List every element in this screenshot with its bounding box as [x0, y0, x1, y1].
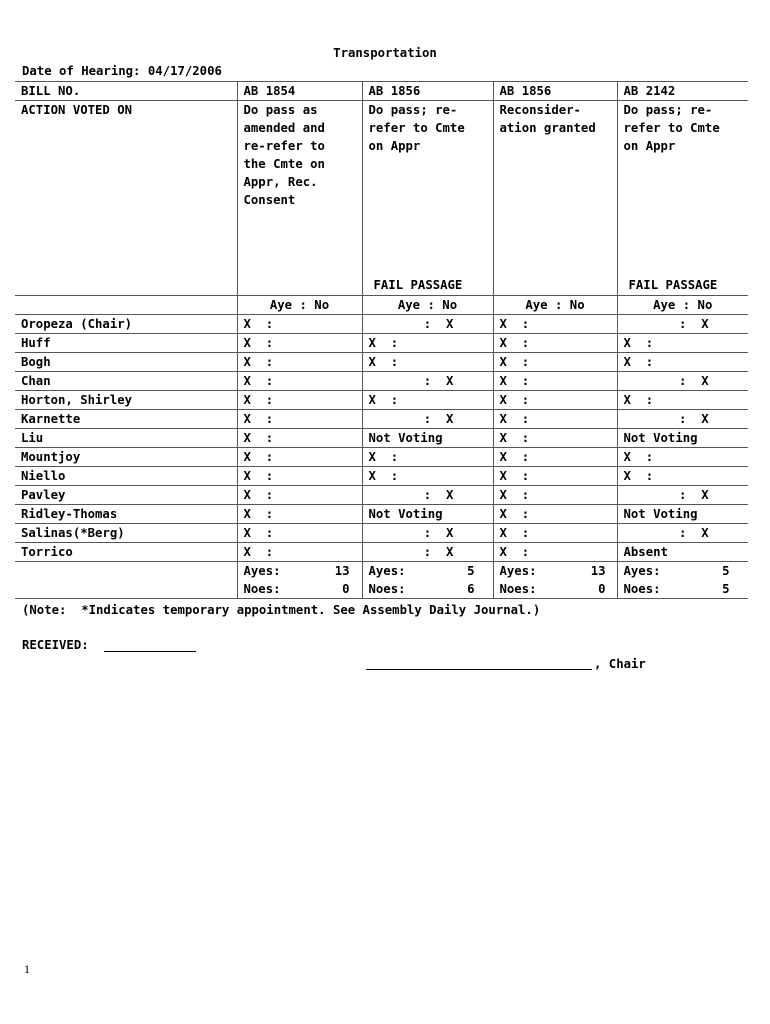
member-row — [15, 410, 748, 429]
vote-cell: X : — [237, 353, 362, 372]
total-value: 13 — [334, 564, 350, 578]
received-label: RECEIVED: — [22, 638, 89, 652]
member-name: Oropeza (Chair) — [15, 315, 237, 334]
footnote: (Note: *Indicates temporary appointment. See Assembly Daily Journal.) — [22, 603, 541, 617]
vote-cell: X : — [237, 334, 362, 353]
bill-number: AB 1856 — [362, 82, 493, 101]
member-row — [15, 467, 748, 486]
vote-cell: X : — [617, 353, 748, 372]
vote-cell: X : — [617, 334, 748, 353]
vote-cell: X : — [237, 410, 362, 429]
total-line — [369, 580, 487, 598]
vote-cell: X : — [493, 315, 617, 334]
vote-cell: : X — [362, 372, 493, 391]
vote-cell: X : — [493, 486, 617, 505]
vote-cell: X : — [237, 372, 362, 391]
vote-cell: X : — [493, 543, 617, 562]
total-line — [500, 580, 611, 598]
member-name: Chan — [15, 372, 237, 391]
vote-cell: X : — [362, 448, 493, 467]
action-text: Do pass; re-refer to Cmte on Appr — [368, 103, 473, 153]
total-label: Ayes: — [243, 564, 281, 578]
vote-cell: X : — [362, 391, 493, 410]
vote-cell: X : — [617, 391, 748, 410]
vote-cell: X : — [362, 334, 493, 353]
vote-cell: X : — [493, 334, 617, 353]
vote-cell: X : — [237, 391, 362, 410]
member-row — [15, 448, 748, 467]
total-value: 0 — [598, 582, 606, 596]
page-number: 1 — [24, 962, 30, 976]
vote-cell: X : — [237, 505, 362, 524]
action-cell — [237, 101, 362, 296]
aye-no-header-row — [15, 296, 748, 315]
total-label: Ayes: — [499, 564, 537, 578]
member-name: Huff — [15, 334, 237, 353]
vote-table-body — [15, 82, 748, 599]
action-text: Do pass as amended and re-refer to the Cmte on Appr, Rec. Consent — [243, 103, 333, 207]
member-row — [15, 391, 748, 410]
aye-no-header: Aye : No — [237, 296, 362, 315]
aye-no-header: Aye : No — [493, 296, 617, 315]
document-title: Transportation — [333, 46, 437, 60]
member-name: Niello — [15, 467, 237, 486]
member-name: Torrico — [15, 543, 237, 562]
member-row — [15, 315, 748, 334]
member-row — [15, 334, 748, 353]
member-row — [15, 524, 748, 543]
vote-cell: : X — [362, 486, 493, 505]
vote-cell: X : — [237, 543, 362, 562]
total-label: Ayes: — [368, 564, 406, 578]
totals-cell — [617, 562, 748, 599]
chair-signature-line — [366, 669, 592, 670]
vote-cell: : X — [362, 410, 493, 429]
member-name: Horton, Shirley — [15, 391, 237, 410]
vote-cell: Not Voting — [617, 505, 748, 524]
vote-cell: X : — [362, 353, 493, 372]
total-label: Noes: — [368, 582, 406, 596]
member-row — [15, 353, 748, 372]
total-value: 13 — [590, 564, 606, 578]
vote-cell: X : — [617, 467, 748, 486]
vote-cell: X : — [493, 524, 617, 543]
member-row — [15, 372, 748, 391]
member-name: Bogh — [15, 353, 237, 372]
vote-cell: X : — [237, 486, 362, 505]
totals-cell — [362, 562, 493, 599]
vote-cell: X : — [237, 429, 362, 448]
bill-number: AB 2142 — [617, 82, 748, 101]
vote-cell: : X — [362, 543, 493, 562]
member-row — [15, 543, 748, 562]
bill-number: AB 1854 — [237, 82, 362, 101]
vote-cell: X : — [493, 467, 617, 486]
member-row — [15, 429, 748, 448]
action-cell — [362, 101, 493, 296]
vote-cell: X : — [493, 391, 617, 410]
total-line — [244, 562, 356, 580]
vote-cell: X : — [493, 410, 617, 429]
blank-cell — [15, 562, 237, 599]
member-row — [15, 486, 748, 505]
aye-no-header: Aye : No — [362, 296, 493, 315]
vote-cell: X : — [362, 467, 493, 486]
vote-cell: X : — [237, 448, 362, 467]
total-label: Noes: — [243, 582, 281, 596]
total-label: Noes: — [499, 582, 537, 596]
action-text: Reconsider-ation granted — [499, 103, 596, 135]
total-value: 6 — [467, 582, 475, 596]
vote-cell: Absent — [617, 543, 748, 562]
aye-no-header: Aye : No — [617, 296, 748, 315]
member-name: Mountjoy — [15, 448, 237, 467]
vote-cell: X : — [493, 353, 617, 372]
vote-cell: X : — [493, 372, 617, 391]
vote-cell: : X — [362, 524, 493, 543]
total-line — [624, 580, 743, 598]
vote-table — [15, 81, 748, 599]
totals-cell — [493, 562, 617, 599]
vote-cell: X : — [493, 429, 617, 448]
vote-cell: : X — [362, 315, 493, 334]
bill-status: FAIL PASSAGE — [373, 278, 463, 292]
action-cell — [617, 101, 748, 296]
total-label: Noes: — [623, 582, 661, 596]
member-name: Salinas(*Berg) — [15, 524, 237, 543]
total-label: Ayes: — [623, 564, 661, 578]
bill-number-row — [15, 82, 748, 101]
vote-cell: : X — [617, 524, 748, 543]
bill-status: FAIL PASSAGE — [628, 278, 718, 292]
vote-cell: X : — [493, 505, 617, 524]
bill-number: AB 1856 — [493, 82, 617, 101]
totals-cell — [237, 562, 362, 599]
vote-cell: : X — [617, 410, 748, 429]
total-line — [624, 562, 743, 580]
action-row — [15, 101, 748, 296]
vote-cell: X : — [493, 448, 617, 467]
total-line — [500, 562, 611, 580]
total-line — [244, 580, 356, 598]
vote-cell: : X — [617, 315, 748, 334]
vote-cell: X : — [617, 448, 748, 467]
chair-label: , Chair — [594, 657, 646, 671]
totals-row — [15, 562, 748, 599]
total-value: 5 — [722, 564, 730, 578]
total-value: 5 — [467, 564, 475, 578]
bill-no-label: BILL NO. — [15, 82, 237, 101]
hearing-date: Date of Hearing: 04/17/2006 — [22, 64, 222, 78]
action-cell — [493, 101, 617, 296]
total-value: 0 — [342, 582, 350, 596]
vote-cell: X : — [237, 524, 362, 543]
vote-cell: Not Voting — [617, 429, 748, 448]
vote-cell: Not Voting — [362, 505, 493, 524]
vote-cell: X : — [237, 467, 362, 486]
vote-cell: : X — [617, 486, 748, 505]
member-name: Ridley-Thomas — [15, 505, 237, 524]
member-name: Liu — [15, 429, 237, 448]
total-value: 5 — [722, 582, 730, 596]
action-text: Do pass; re-refer to Cmte on Appr — [623, 103, 728, 153]
member-name: Karnette — [15, 410, 237, 429]
vote-cell: Not Voting — [362, 429, 493, 448]
total-line — [369, 562, 487, 580]
member-row — [15, 505, 748, 524]
vote-cell: : X — [617, 372, 748, 391]
member-name: Pavley — [15, 486, 237, 505]
received-signature-line — [104, 651, 196, 652]
blank-cell — [15, 296, 237, 315]
action-label: ACTION VOTED ON — [15, 101, 237, 296]
vote-cell: X : — [237, 315, 362, 334]
